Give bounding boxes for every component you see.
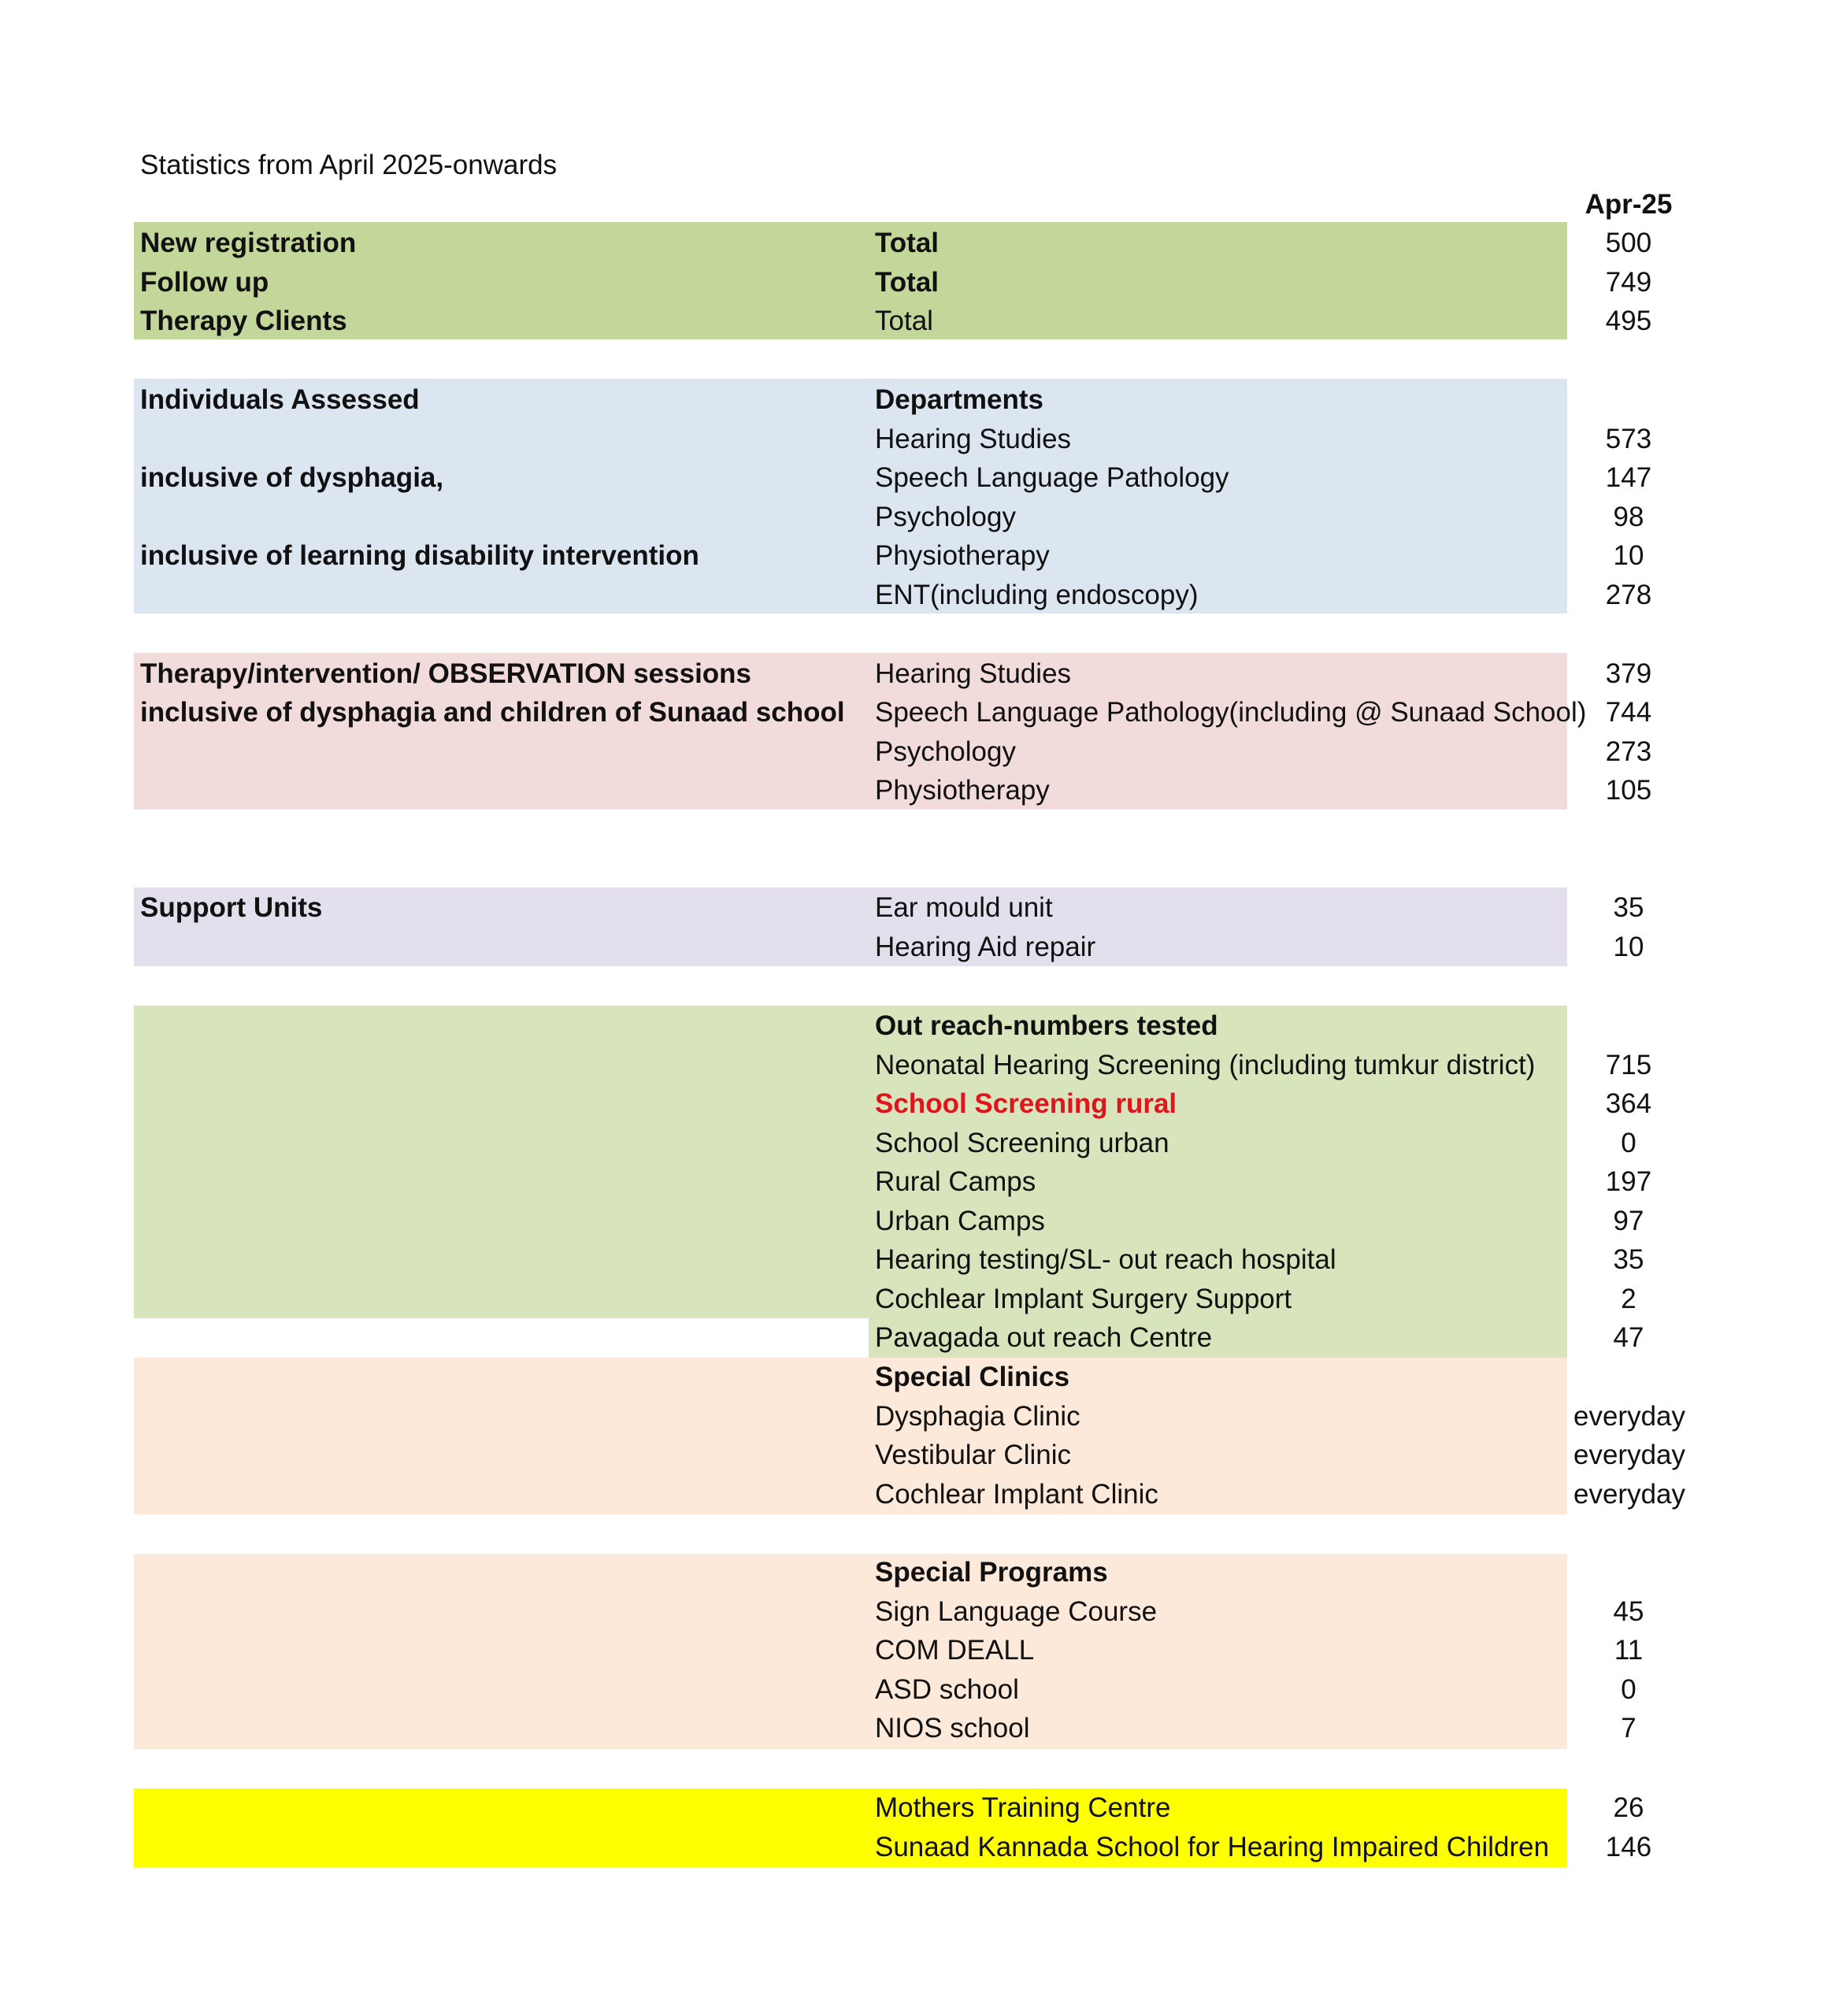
row-item: Pavagada out reach Centre xyxy=(875,1322,1213,1353)
row-label: Therapy Clients xyxy=(140,306,347,336)
table-row xyxy=(0,888,1842,928)
table-row xyxy=(0,380,1842,420)
row-item: Sunaad Kannada School for Hearing Impaired Children xyxy=(875,1831,1550,1862)
section-heading: Departments xyxy=(875,384,1043,415)
row-item: Cochlear Implant Surgery Support xyxy=(875,1283,1292,1314)
table-row xyxy=(0,536,1842,576)
table-row xyxy=(0,498,1842,537)
table-row xyxy=(0,693,1842,732)
row-value: 146 xyxy=(1605,1831,1652,1862)
table-row xyxy=(0,732,1842,772)
row-item: Psychology xyxy=(875,501,1016,532)
row-value: 7 xyxy=(1621,1713,1636,1744)
table-row xyxy=(0,458,1842,498)
table-row xyxy=(0,1202,1842,1241)
table-row xyxy=(0,1162,1842,1202)
table-row xyxy=(0,1084,1842,1124)
row-value: everyday xyxy=(1573,1400,1686,1432)
row-value: 147 xyxy=(1605,462,1652,493)
table-row xyxy=(0,1280,1842,1319)
table-row xyxy=(0,928,1842,967)
table-row xyxy=(0,1592,1842,1632)
row-item: Mothers Training Centre xyxy=(875,1792,1171,1823)
table-row xyxy=(0,1358,1842,1397)
row-label: inclusive of learning disability intervention xyxy=(140,540,699,571)
row-value: 749 xyxy=(1605,266,1652,298)
row-item: ENT(including endoscopy) xyxy=(875,579,1199,610)
row-value: 45 xyxy=(1613,1595,1644,1627)
row-item: Total xyxy=(875,306,933,336)
row-label: inclusive of dysphagia, xyxy=(140,462,444,493)
row-label: Therapy/intervention/ OBSERVATION sessions xyxy=(140,658,752,689)
table-row xyxy=(0,1475,1842,1514)
table-row xyxy=(0,302,1842,341)
row-value: 573 xyxy=(1605,423,1652,454)
row-value: 495 xyxy=(1605,306,1652,336)
row-item: Dysphagia Clinic xyxy=(875,1400,1080,1432)
row-value: 35 xyxy=(1613,1244,1644,1275)
row-item: Hearing testing/SL- out reach hospital xyxy=(875,1244,1336,1275)
table-row xyxy=(0,1709,1842,1748)
row-value: 744 xyxy=(1605,697,1652,728)
row-label: New registration xyxy=(140,228,357,258)
row-value: 26 xyxy=(1613,1792,1644,1823)
section-heading: Special Clinics xyxy=(875,1362,1070,1392)
row-item: ASD school xyxy=(875,1673,1019,1705)
month-column-header: Apr-25 xyxy=(1584,189,1673,220)
row-item: COM DEALL xyxy=(875,1635,1035,1666)
table-row xyxy=(0,1240,1842,1280)
row-value: everyday xyxy=(1573,1478,1686,1510)
row-value: 47 xyxy=(1613,1322,1644,1353)
row-label: Follow up xyxy=(140,266,269,298)
section-heading: Special Programs xyxy=(875,1557,1108,1588)
row-value: everyday xyxy=(1573,1440,1686,1470)
row-value: 379 xyxy=(1605,658,1652,689)
table-row xyxy=(0,576,1842,615)
row-item: Physiotherapy xyxy=(875,775,1050,806)
row-value: 273 xyxy=(1605,736,1652,767)
row-item: Sign Language Course xyxy=(875,1595,1158,1627)
table-row xyxy=(0,1828,1842,1867)
row-value: 35 xyxy=(1613,892,1644,923)
table-row xyxy=(0,1124,1842,1163)
row-item: Hearing Aid repair xyxy=(875,931,1096,962)
row-label: Support Units xyxy=(140,892,323,923)
table-row xyxy=(0,1631,1842,1670)
row-item: Rural Camps xyxy=(875,1166,1036,1197)
table-row xyxy=(0,1046,1842,1085)
row-label: Individuals Assessed xyxy=(140,384,420,415)
row-value: 500 xyxy=(1605,228,1652,258)
row-item: NIOS school xyxy=(875,1713,1030,1744)
row-item: Total xyxy=(875,228,940,258)
row-value: 715 xyxy=(1605,1049,1652,1080)
table-row xyxy=(0,420,1842,459)
row-item: Urban Camps xyxy=(875,1205,1045,1236)
row-value: 0 xyxy=(1621,1673,1636,1705)
row-item: School Screening urban xyxy=(875,1127,1169,1158)
table-row xyxy=(0,1397,1842,1436)
row-item: Total xyxy=(875,266,940,298)
table-row xyxy=(0,1670,1842,1710)
section-heading: Out reach-numbers tested xyxy=(875,1010,1218,1041)
row-value: 0 xyxy=(1621,1127,1636,1158)
row-item: Speech Language Pathology(including @ Sunaad School) xyxy=(875,697,1587,728)
row-value: 364 xyxy=(1605,1088,1652,1119)
table-row xyxy=(0,1006,1842,1046)
row-value: 197 xyxy=(1605,1166,1652,1197)
table-row xyxy=(0,654,1842,694)
row-item: Hearing Studies xyxy=(875,423,1072,454)
row-value: 2 xyxy=(1621,1283,1636,1314)
row-item: Hearing Studies xyxy=(875,658,1072,689)
row-value: 10 xyxy=(1613,540,1644,571)
row-value: 97 xyxy=(1613,1205,1644,1236)
row-value: 98 xyxy=(1613,501,1644,532)
row-item: Neonatal Hearing Screening (including tumkur district) xyxy=(875,1049,1536,1080)
table-row xyxy=(0,263,1842,302)
row-item: Vestibular Clinic xyxy=(875,1440,1071,1470)
row-item: Speech Language Pathology xyxy=(875,462,1229,493)
row-item: Ear mould unit xyxy=(875,892,1053,923)
row-item: Psychology xyxy=(875,736,1016,767)
row-value: 10 xyxy=(1613,931,1644,962)
row-item-highlighted: School Screening rural xyxy=(875,1088,1177,1119)
table-row xyxy=(0,1788,1842,1828)
row-label: inclusive of dysphagia and children of Sunaad school xyxy=(140,697,845,728)
row-value: 105 xyxy=(1605,775,1652,806)
row-value: 11 xyxy=(1614,1635,1644,1666)
table-row xyxy=(0,771,1842,810)
table-row xyxy=(0,1436,1842,1475)
row-item: Physiotherapy xyxy=(875,540,1050,571)
table-row xyxy=(0,1553,1842,1592)
row-value: 278 xyxy=(1605,579,1652,610)
table-row xyxy=(0,1318,1842,1358)
table-row xyxy=(0,224,1842,263)
row-item: Cochlear Implant Clinic xyxy=(875,1478,1158,1510)
page-title: Statistics from April 2025-onwards xyxy=(140,150,558,180)
